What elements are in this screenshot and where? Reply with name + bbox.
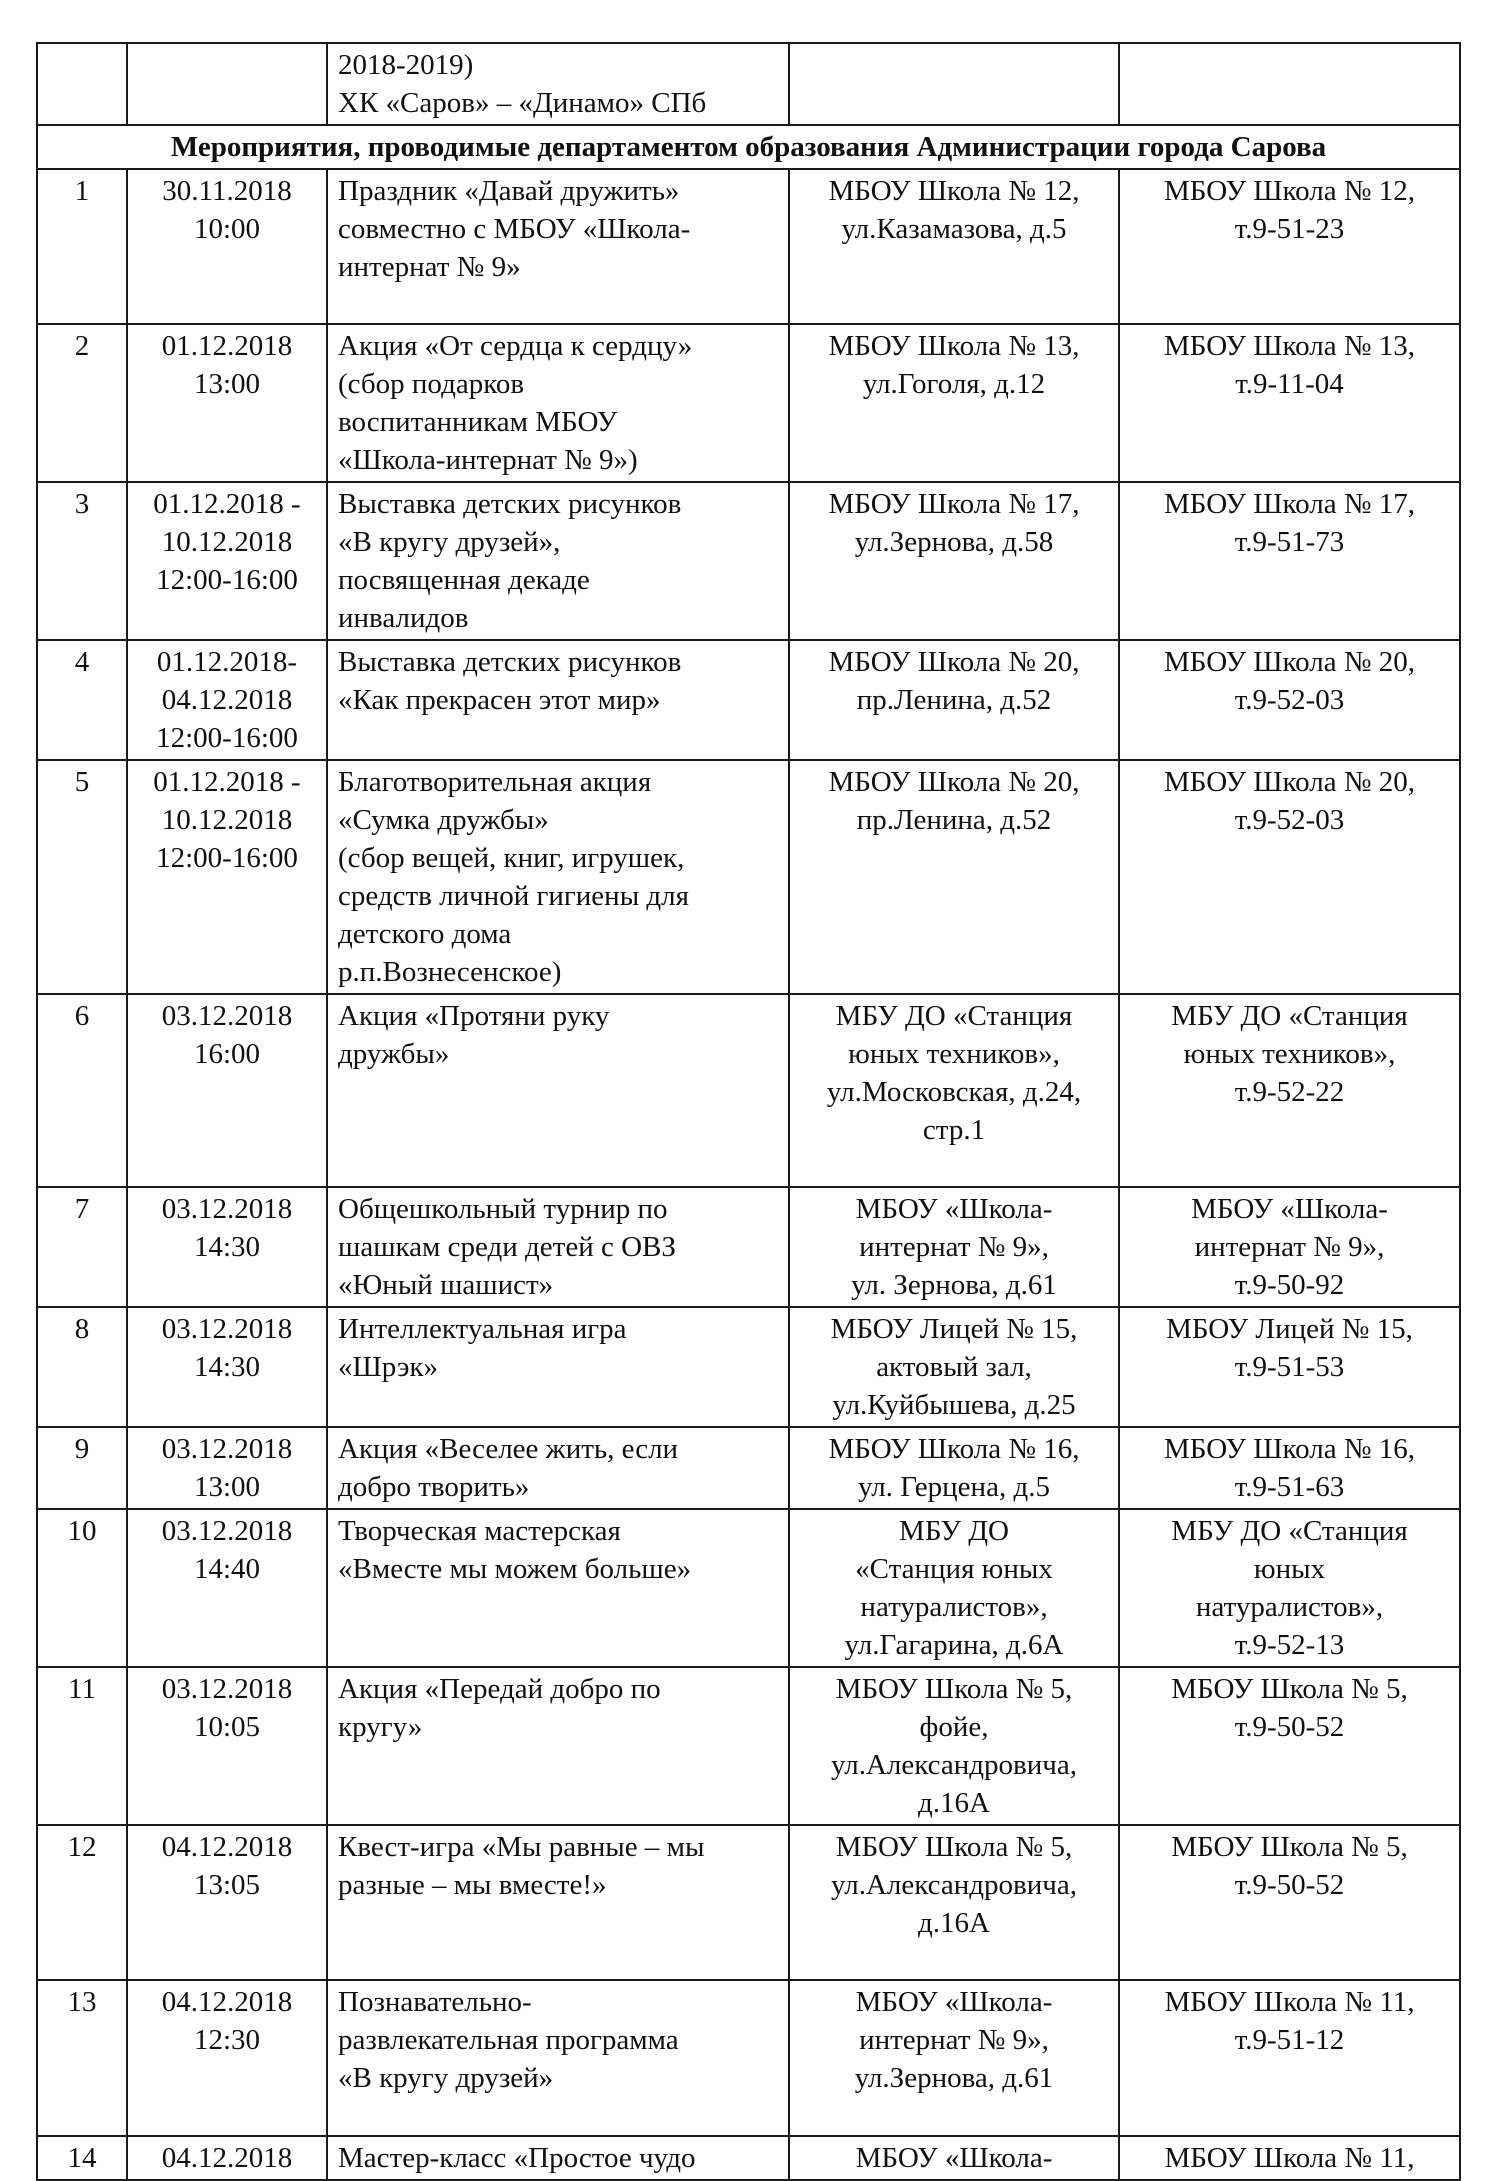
date-line: 10:05	[193, 1711, 261, 1743]
date-line: 14:30	[193, 1351, 261, 1383]
contact-cell	[1119, 994, 1460, 1187]
date-line: 04.12.2018	[161, 2142, 293, 2174]
event-cell	[327, 1307, 789, 1427]
event-line: воспитанникам МБОУ	[338, 406, 618, 438]
contact-cell	[1119, 1427, 1460, 1509]
place-cell	[789, 1667, 1119, 1825]
contact-line: юных	[1253, 1553, 1326, 1585]
event-cell	[327, 43, 789, 125]
place-line: фойе,	[919, 1711, 989, 1743]
date-line: 12:00-16:00	[156, 842, 298, 874]
date-cell	[127, 43, 327, 125]
event-line: (сбор вещей, книг, игрушек,	[338, 842, 685, 874]
num-cell: 11	[37, 1667, 127, 1825]
event-line: «В кругу друзей»,	[338, 526, 561, 558]
num-cell	[37, 43, 127, 125]
contact-line: МБОУ Школа № 11,	[1164, 1986, 1415, 2018]
date-cell	[127, 1187, 327, 1307]
num-cell: 1	[37, 169, 127, 324]
date-line: 01.12.2018-	[156, 646, 298, 678]
event-line: Мастер-класс «Простое чудо	[338, 2142, 696, 2174]
contact-line: т.9-52-03	[1234, 684, 1345, 716]
num-cell: 4	[37, 640, 127, 760]
place-cell	[789, 1980, 1119, 2136]
date-line: 13:05	[193, 1869, 261, 1901]
event-line: Акция «Веселее жить, если	[338, 1433, 679, 1465]
place-line: д.16А	[918, 1787, 990, 1819]
event-line: «Шрэк»	[338, 1351, 439, 1383]
place-line: пр.Ленина, д.52	[856, 684, 1052, 716]
place-cell	[789, 1427, 1119, 1509]
event-line: разные – мы вместе!»	[338, 1869, 607, 1901]
event-line: Акция «Передай добро по	[338, 1673, 661, 1705]
date-line: 01.12.2018 -	[153, 488, 301, 520]
place-line: стр.1	[922, 1114, 986, 1146]
contact-cell	[1119, 482, 1460, 640]
place-line: МБОУ Школа № 17,	[828, 488, 1080, 520]
place-line: ул.Гагарина, д.6А	[844, 1629, 1064, 1661]
event-line: Благотворительная акция	[338, 766, 652, 798]
event-line: «Юный шашист»	[338, 1269, 554, 1301]
event-cell	[327, 1187, 789, 1307]
date-cell	[127, 760, 327, 994]
contact-cell	[1119, 169, 1460, 324]
events-table	[36, 42, 1461, 2181]
event-line: добро творить»	[338, 1471, 530, 1503]
section-title: Мероприятия, проводимые департаментом образования Администрации города Сарова	[37, 125, 1460, 169]
place-cell	[789, 169, 1119, 324]
num-cell: 5	[37, 760, 127, 994]
contact-line: т.9-51-53	[1234, 1351, 1345, 1383]
date-line: 03.12.2018	[161, 1433, 293, 1465]
table-row	[37, 1187, 1460, 1307]
contact-line: МБОУ Школа № 5,	[1171, 1673, 1408, 1705]
date-line: 03.12.2018	[161, 1313, 293, 1345]
place-cell	[789, 2136, 1119, 2180]
contact-line: т.9-52-13	[1234, 1629, 1345, 1661]
table-row	[37, 1509, 1460, 1667]
num-cell: 6	[37, 994, 127, 1187]
contact-line: юных техников»,	[1183, 1038, 1396, 1070]
contact-line: МБОУ Школа № 12,	[1163, 175, 1416, 207]
event-line: Познавательно-	[338, 1986, 532, 2018]
event-line: дружбы»	[338, 1038, 450, 1070]
event-line: детского дома	[338, 918, 512, 950]
top-continuation-row	[37, 43, 1460, 125]
contact-line: МБОУ Школа № 17,	[1163, 488, 1416, 520]
table-row	[37, 1307, 1460, 1427]
event-line: совместно с МБОУ «Школа-	[338, 213, 691, 245]
date-line: 13:00	[193, 1471, 261, 1503]
place-line: д.16А	[918, 1907, 990, 1939]
place-cell	[789, 760, 1119, 994]
date-line: 03.12.2018	[161, 1193, 293, 1225]
event-cell	[327, 324, 789, 482]
contact-cell	[1119, 1825, 1460, 1980]
date-cell	[127, 1427, 327, 1509]
place-line: МБОУ Школа № 13,	[828, 330, 1080, 362]
event-line: «Сумка дружбы»	[338, 804, 549, 836]
place-cell	[789, 1187, 1119, 1307]
date-cell	[127, 324, 327, 482]
place-cell	[789, 994, 1119, 1187]
date-line: 03.12.2018	[161, 1000, 293, 1032]
place-line: МБОУ Школа № 16,	[828, 1433, 1080, 1465]
event-cell	[327, 2136, 789, 2180]
contact-cell	[1119, 640, 1460, 760]
contact-line: МБОУ «Школа-	[1191, 1193, 1388, 1225]
place-cell	[789, 1825, 1119, 1980]
place-line: актовый зал,	[876, 1351, 1032, 1383]
contact-line: т.9-50-52	[1234, 1869, 1345, 1901]
num-cell: 2	[37, 324, 127, 482]
date-line: 16:00	[193, 1038, 261, 1070]
date-line: 14:40	[193, 1553, 261, 1585]
contact-line: МБОУ Школа № 5,	[1171, 1831, 1408, 1863]
table-row	[37, 760, 1460, 994]
date-line: 04.12.2018	[161, 1986, 293, 2018]
date-line: 12:00-16:00	[156, 722, 298, 754]
place-line: ул.Гоголя, д.12	[862, 368, 1046, 400]
place-line: «Станция юных	[855, 1553, 1053, 1585]
num-cell: 7	[37, 1187, 127, 1307]
date-cell	[127, 640, 327, 760]
event-line: «Как прекрасен этот мир»	[338, 684, 661, 716]
place-line: интернат № 9»,	[859, 1231, 1049, 1263]
event-line: шашкам среди детей с ОВЗ	[338, 1231, 676, 1263]
contact-line: т.9-51-23	[1234, 213, 1345, 245]
place-line: МБОУ Лицей № 15,	[830, 1313, 1078, 1345]
date-line: 01.12.2018 -	[153, 766, 301, 798]
event-line: «Вместе мы можем больше»	[338, 1553, 692, 1585]
place-cell	[789, 640, 1119, 760]
place-line: МБОУ «Школа-	[855, 1986, 1053, 2018]
table-row	[37, 640, 1460, 760]
event-cell	[327, 1667, 789, 1825]
contact-line: МБУ ДО «Станция	[1171, 1000, 1408, 1032]
table-row	[37, 1667, 1460, 1825]
event-line: Квест-игра «Мы равные – мы	[338, 1831, 705, 1863]
place-line: МБОУ Школа № 12,	[828, 175, 1080, 207]
event-line: Творческая мастерская	[338, 1515, 621, 1547]
place-cell	[789, 1307, 1119, 1427]
place-line: ул. Герцена, д.5	[858, 1471, 1050, 1503]
date-cell	[127, 169, 327, 324]
place-line: ул.Александровича,	[831, 1749, 1077, 1781]
num-cell: 9	[37, 1427, 127, 1509]
event-line: Акция «Протяни руку	[338, 1000, 610, 1032]
contact-line: т.9-52-22	[1234, 1076, 1345, 1108]
date-line: 03.12.2018	[161, 1515, 293, 1547]
event-line: инвалидов	[338, 602, 469, 634]
event-cell	[327, 1509, 789, 1667]
place-line: ул.Московская, д.24,	[826, 1076, 1082, 1108]
event-line: кругу»	[338, 1711, 423, 1743]
event-line: «Школа-интернат № 9»)	[338, 444, 638, 476]
contact-cell	[1119, 1307, 1460, 1427]
date-cell	[127, 482, 327, 640]
date-line: 10:00	[193, 213, 261, 245]
date-cell	[127, 1980, 327, 2136]
place-line: МБОУ Школа № 5,	[835, 1831, 1073, 1863]
contact-line: МБОУ Лицей № 15,	[1166, 1313, 1413, 1345]
date-line: 30.11.2018	[162, 175, 292, 207]
contact-cell	[1119, 1509, 1460, 1667]
date-line: 04.12.2018	[161, 1831, 293, 1863]
contact-line: МБОУ Школа № 20,	[1163, 766, 1416, 798]
place-line: МБОУ «Школа-	[855, 2142, 1053, 2174]
date-line: 03.12.2018	[161, 1673, 293, 1705]
event-line: ХК «Саров» – «Динамо» СПб	[338, 87, 707, 119]
place-line: МБУ ДО	[899, 1515, 1009, 1547]
contact-line: т.9-51-73	[1234, 526, 1345, 558]
event-line: интернат № 9»	[338, 251, 521, 283]
place-cell	[789, 324, 1119, 482]
event-line: р.п.Вознесенское)	[338, 956, 562, 988]
event-line: Акция «От сердца к сердцу»	[338, 330, 693, 362]
place-line: МБОУ Школа № 20,	[828, 646, 1080, 678]
event-line: средств личной гигиены для	[338, 880, 689, 912]
table-row	[37, 1427, 1460, 1509]
place-line: МБОУ Школа № 5,	[835, 1673, 1073, 1705]
event-cell	[327, 1825, 789, 1980]
place-line: ул. Зернова, д.61	[851, 1269, 1057, 1301]
contact-cell	[1119, 1667, 1460, 1825]
place-line: интернат № 9»,	[859, 2024, 1049, 2056]
place-line: МБУ ДО «Станция	[835, 1000, 1073, 1032]
contact-cell	[1119, 760, 1460, 994]
contact-line: т.9-50-92	[1234, 1269, 1345, 1301]
event-line: Выставка детских рисунков	[338, 646, 682, 678]
date-cell	[127, 1667, 327, 1825]
contact-line: интернат № 9»,	[1194, 1231, 1385, 1263]
place-line: ул.Зернова, д.61	[854, 2062, 1054, 2094]
table-row	[37, 2136, 1460, 2180]
event-line: Выставка детских рисунков	[338, 488, 682, 520]
event-cell	[327, 994, 789, 1187]
contact-line: т.9-52-03	[1234, 804, 1345, 836]
contact-line: натуралистов»,	[1195, 1591, 1384, 1623]
contact-line: т.9-11-04	[1235, 368, 1344, 400]
event-cell	[327, 1980, 789, 2136]
table-row	[37, 169, 1460, 324]
contact-line: МБОУ Школа № 13,	[1163, 330, 1416, 362]
event-cell	[327, 169, 789, 324]
contact-line: т.9-50-52	[1234, 1711, 1345, 1743]
place-line: ул.Александровича,	[831, 1869, 1077, 1901]
place-cell	[789, 1509, 1119, 1667]
date-line: 13:00	[193, 368, 261, 400]
table-row	[37, 1980, 1460, 2136]
date-cell	[127, 1307, 327, 1427]
table-row	[37, 482, 1460, 640]
num-cell: 12	[37, 1825, 127, 1980]
event-line: развлекательная программа	[338, 2024, 679, 2056]
place-cell	[789, 43, 1119, 125]
place-line: ул.Казамазова, д.5	[841, 213, 1067, 245]
num-cell: 10	[37, 1509, 127, 1667]
date-line: 01.12.2018	[161, 330, 293, 362]
date-cell	[127, 1825, 327, 1980]
place-line: МБОУ Школа № 20,	[828, 766, 1080, 798]
date-line: 04.12.2018	[161, 684, 293, 716]
contact-line: МБОУ Школа № 11,	[1164, 2142, 1415, 2174]
contact-cell	[1119, 1980, 1460, 2136]
contact-line: т.9-51-63	[1234, 1471, 1345, 1503]
place-line: пр.Ленина, д.52	[856, 804, 1052, 836]
num-cell: 13	[37, 1980, 127, 2136]
contact-line: МБОУ Школа № 16,	[1163, 1433, 1416, 1465]
event-line: (сбор подарков	[338, 368, 525, 400]
place-line: МБОУ «Школа-	[855, 1193, 1053, 1225]
date-line: 10.12.2018	[161, 804, 293, 836]
contact-line: МБОУ Школа № 20,	[1163, 646, 1416, 678]
event-cell	[327, 482, 789, 640]
event-cell	[327, 1427, 789, 1509]
date-line: 12:00-16:00	[156, 564, 298, 596]
place-cell	[789, 482, 1119, 640]
contact-line: т.9-51-12	[1234, 2024, 1345, 2056]
event-line: Общешкольный турнир по	[338, 1193, 668, 1225]
num-cell: 14	[37, 2136, 127, 2180]
place-line: ул.Зернова, д.58	[854, 526, 1054, 558]
contact-cell	[1119, 2136, 1460, 2180]
event-line: Интеллектуальная игра	[338, 1313, 627, 1345]
section-header-row	[37, 125, 1460, 169]
table-row	[37, 994, 1460, 1187]
event-line: 2018-2019)	[338, 49, 474, 81]
place-line: натуралистов»,	[860, 1591, 1048, 1623]
num-cell: 3	[37, 482, 127, 640]
place-line: юных техников»,	[848, 1038, 1060, 1070]
date-line: 14:30	[193, 1231, 261, 1263]
num-cell: 8	[37, 1307, 127, 1427]
contact-cell	[1119, 43, 1460, 125]
event-line: посвященная декаде	[338, 564, 590, 596]
place-line: ул.Куйбышева, д.25	[832, 1389, 1076, 1421]
event-line: Праздник «Давай дружить»	[338, 175, 680, 207]
event-cell	[327, 760, 789, 994]
date-cell	[127, 2136, 327, 2180]
contact-line: МБУ ДО «Станция	[1171, 1515, 1408, 1547]
event-line: «В кругу друзей»	[338, 2062, 554, 2094]
date-line: 12:30	[193, 2024, 261, 2056]
date-line: 10.12.2018	[161, 526, 293, 558]
date-cell	[127, 1509, 327, 1667]
contact-cell	[1119, 324, 1460, 482]
date-cell	[127, 994, 327, 1187]
contact-cell	[1119, 1187, 1460, 1307]
event-cell	[327, 640, 789, 760]
table-row	[37, 1825, 1460, 1980]
table-row	[37, 324, 1460, 482]
